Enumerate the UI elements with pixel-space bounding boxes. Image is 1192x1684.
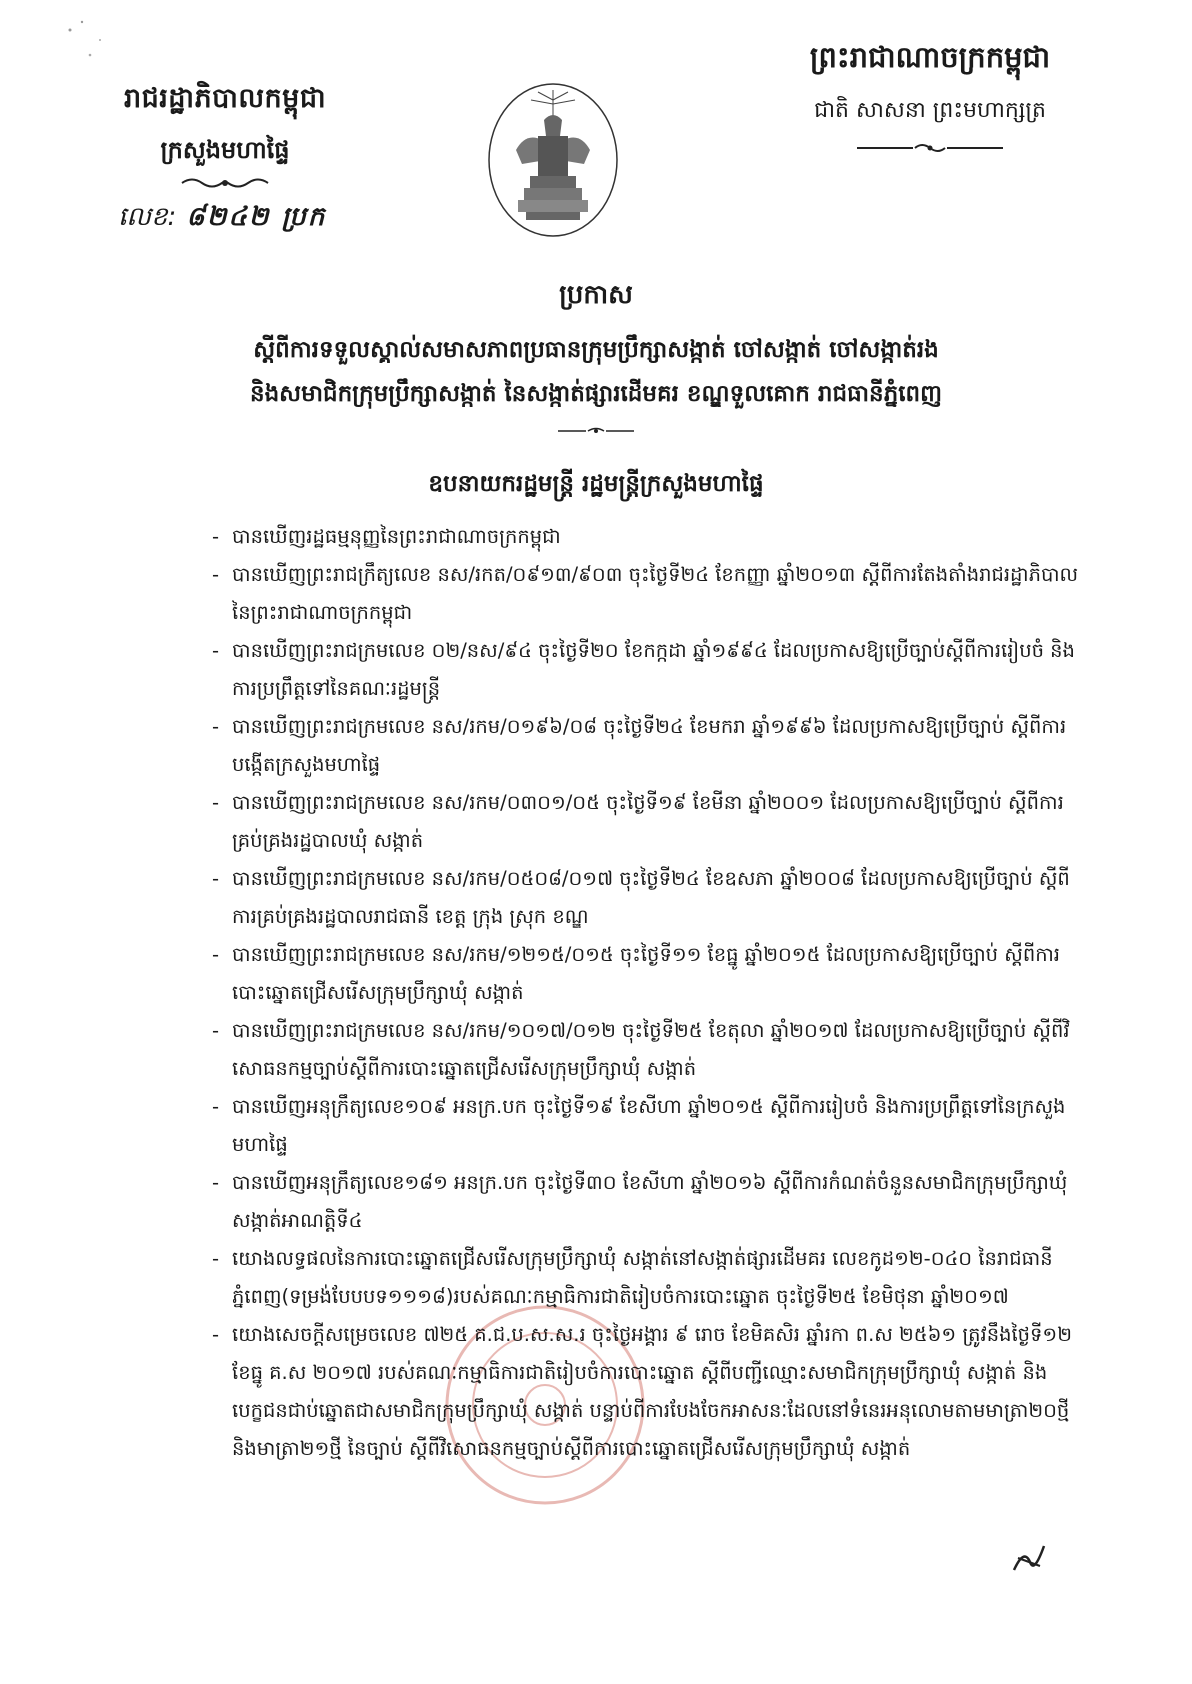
list-dash: - — [212, 1323, 220, 1346]
list-item-text: បានឃើញអនុក្រឹត្យលេខ១០៩ អនក្រ.បក ចុះថ្ងៃទី១៩ ខែសីហា ឆ្នាំ២០១៥ ស្តីពីការរៀបចំ និងការប្រព្រឹត្តទៅនៃក្រសួងមហាផ្ទៃ — [232, 1095, 1066, 1156]
list-dash: - — [212, 639, 220, 662]
subject-line-1: ស្តីពីការទទួលស្គាល់សមាសភាពប្រធានក្រុមប្រឹក្សាសង្កាត់ ចៅសង្កាត់ ចៅសង្កាត់រង — [253, 337, 939, 363]
ornament-divider-icon — [556, 426, 636, 436]
list-item-text: បានឃើញរដ្ឋធម្មនុញ្ញនៃព្រះរាជាណាចក្រកម្ពុជា — [232, 525, 561, 548]
list-item-text: យោងសេចក្តីសម្រេចលេខ ៧២៥ គ.ជ.ប.ស.ស.រ ចុះថ្ងៃអង្គារ ៩ រោច ខែមិគសិរ ឆ្នាំរកា ព.ស ២៥៦១ ត្រូវនឹងថ្ងៃទី១២ ខែធ្នូ គ.ស ២០១៧ របស់គណៈកម្មាធិការជាតិរៀបចំការបោះឆ្នោត ស្តីពីបញ្ជីឈ្មោះសមាជិកក្រុមប្រឹក្សាឃុំ សង្កាត់ និងបេក្ខជនជាប់ឆ្នោតជាសមាជិកក្រុមប្រឹក្សាឃុំ សង្កាត់ បន្ទាប់ពីការបែងចែកអាសនៈដែលនៅទំនេរអនុលោមតាមមាត្រា២០ថ្មី និងមាត្រា២១ថ្មី នៃច្បាប់ ស្តីពីវិសោធនកម្មច្បាប់ស្តីពីការបោះឆ្នោតជ្រើសរើសក្រុមប្រឹក្សាឃុំ សង្កាត់ — [232, 1323, 1072, 1460]
list-dash: - — [212, 1247, 220, 1270]
list-item — [212, 708, 1092, 784]
list-dash: - — [212, 1095, 220, 1118]
list-item-text: បានឃើញព្រះរាជក្រមលេខ នស/រកម/០៥០៨/០១៧ ចុះថ្ងៃទី២៤ ខែឧសភា ឆ្នាំ២០០៨ ដែលប្រកាសឱ្យប្រើច្បាប់ ស្តីពីការគ្រប់គ្រងរដ្ឋបាលរាជធានី ខេត្ត ក្រុង ស្រុក ខណ្ឌ — [232, 867, 1070, 928]
list-item-text: បានឃើញព្រះរាជក្រមលេខ នស/រកម/០៣០១/០៥ ចុះថ្ងៃទី១៩ ខែមីនា ឆ្នាំ២០០១ ដែលប្រកាសឱ្យប្រើច្បាប់ ស្តីពីការគ្រប់គ្រងរដ្ឋបាលឃុំ សង្កាត់ — [232, 791, 1064, 852]
list-item — [212, 1088, 1092, 1164]
reference-value: ៨២៤២ ប្រក — [186, 202, 327, 232]
list-item-text: បានឃើញអនុក្រឹត្យលេខ១៨១ អនក្រ.បក ចុះថ្ងៃទី៣០ ខែសីហា ឆ្នាំ២០១៦ ស្តីពីការកំណត់ចំនួនសមាជិកក្រុមប្រឹក្សាឃុំ សង្កាត់អាណត្តិទី៤ — [232, 1171, 1068, 1232]
list-item-text: យោងលទ្ធផលនៃការបោះឆ្នោតជ្រើសរើសក្រុមប្រឹក្សាឃុំ សង្កាត់នៅសង្កាត់ផ្សារដើមគរ លេខកូដ១២-០៤០ នៃរាជធានីភ្នំពេញ(ទម្រង់បែបបទ១១១៨)របស់គណៈកម្មាធិការជាតិរៀបចំការបោះឆ្នោត ចុះថ្ងៃទី២៥ ខែមិថុនា ឆ្នាំ២០១៧ — [232, 1247, 1053, 1308]
issuing-authority: ឧបនាយករដ្ឋមន្ត្រី រដ្ឋមន្ត្រីក្រសួងមហាផ្ទៃ — [428, 471, 764, 497]
list-item — [212, 1240, 1092, 1316]
subject-line-2: និងសមាជិកក្រុមប្រឹក្សាសង្កាត់ នៃសង្កាត់ផ្សារដើមគរ ខណ្ឌទួលគោក រាជធានីភ្នំពេញ — [249, 381, 942, 407]
list-dash: - — [212, 791, 220, 814]
initial-mark-icon — [1010, 1540, 1048, 1580]
list-dash: - — [212, 943, 220, 966]
title-block — [120, 278, 1072, 436]
list-dash: - — [212, 867, 220, 890]
document-type: ប្រកាស — [559, 280, 633, 310]
list-dash: - — [212, 1171, 220, 1194]
list-item — [212, 1012, 1092, 1088]
list-dash: - — [212, 525, 220, 548]
header-right — [770, 40, 1090, 154]
reference-label: លេខ: — [118, 202, 177, 232]
list-item-text: បានឃើញព្រះរាជក្រមលេខ នស/រកម/១២១៥/០១៥ ចុះថ្ងៃទី១១ ខែធ្នូ ឆ្នាំ២០១៥ ដែលប្រកាសឱ្យប្រើច្បាប់ ស្តីពីការបោះឆ្នោតជ្រើសរើសក្រុមប្រឹក្សាឃុំ សង្កាត់ — [232, 943, 1060, 1004]
list-item-text: បានឃើញព្រះរាជក្រឹត្យលេខ នស/រកត/០៩១៣/៩០៣ ចុះថ្ងៃទី២៤ ខែកញ្ញា ឆ្នាំ២០១៣ ស្តីពីការតែងតាំងរាជរដ្ឋាភិបាលនៃព្រះរាជាណាចក្រកម្ពុជា — [232, 563, 1079, 624]
reference-number — [118, 200, 326, 238]
royal-emblem-icon — [486, 80, 620, 238]
list-dash: - — [212, 715, 220, 738]
list-item-text: បានឃើញព្រះរាជក្រមលេខ នស/រកម/០១៩៦/០៨ ចុះថ្ងៃទី២៤ ខែមករា ឆ្នាំ១៩៩៦ ដែលប្រកាសឱ្យប្រើច្បាប់ ស្តីពីការបង្កើតក្រសួងមហាផ្ទៃ — [232, 715, 1067, 776]
list-item — [212, 632, 1092, 708]
list-item — [212, 518, 1092, 556]
list-item — [212, 860, 1092, 936]
list-item — [212, 784, 1092, 860]
considerations-list — [212, 518, 1092, 1468]
list-item-text: បានឃើញព្រះរាជក្រមលេខ ០២/នស/៩៤ ចុះថ្ងៃទី២០ ខែកក្កដា ឆ្នាំ១៩៩៤ ដែលប្រកាសឱ្យប្រើច្បាប់ស្តីពីការរៀបចំ និងការប្រព្រឹត្តទៅនៃគណៈរដ្ឋមន្ត្រី — [232, 639, 1075, 700]
government-name: រាជរដ្ឋាភិបាលកម្ពុជា — [123, 83, 327, 114]
list-item — [212, 556, 1092, 632]
list-item-text: បានឃើញព្រះរាជក្រមលេខ នស/រកម/១០១៧/០១២ ចុះថ្ងៃទី២៥ ខែតុលា ឆ្នាំ២០១៧ ដែលប្រកាសឱ្យប្រើច្បាប់ ស្តីពីវិសោធនកម្មច្បាប់ស្តីពីការបោះឆ្នោតជ្រើសរើសក្រុមប្រឹក្សាឃុំ សង្កាត់ — [232, 1019, 1070, 1080]
header-left — [90, 82, 360, 190]
document-subject — [120, 328, 1072, 416]
ornament-divider-icon — [855, 142, 1005, 154]
national-motto: ជាតិ សាសនា ព្រះមហាក្សត្រ — [814, 98, 1046, 123]
list-item — [212, 1316, 1092, 1468]
ministry-name: ក្រសួងមហាផ្ទៃ — [160, 136, 290, 164]
list-dash: - — [212, 563, 220, 586]
scan-noise-icon — [60, 10, 120, 70]
ornament-divider-icon — [180, 176, 270, 190]
kingdom-name: ព្រះរាជាណាចក្រកម្ពុជា — [809, 40, 1051, 74]
list-dash: - — [212, 1019, 220, 1042]
list-item — [212, 936, 1092, 1012]
list-item — [212, 1164, 1092, 1240]
